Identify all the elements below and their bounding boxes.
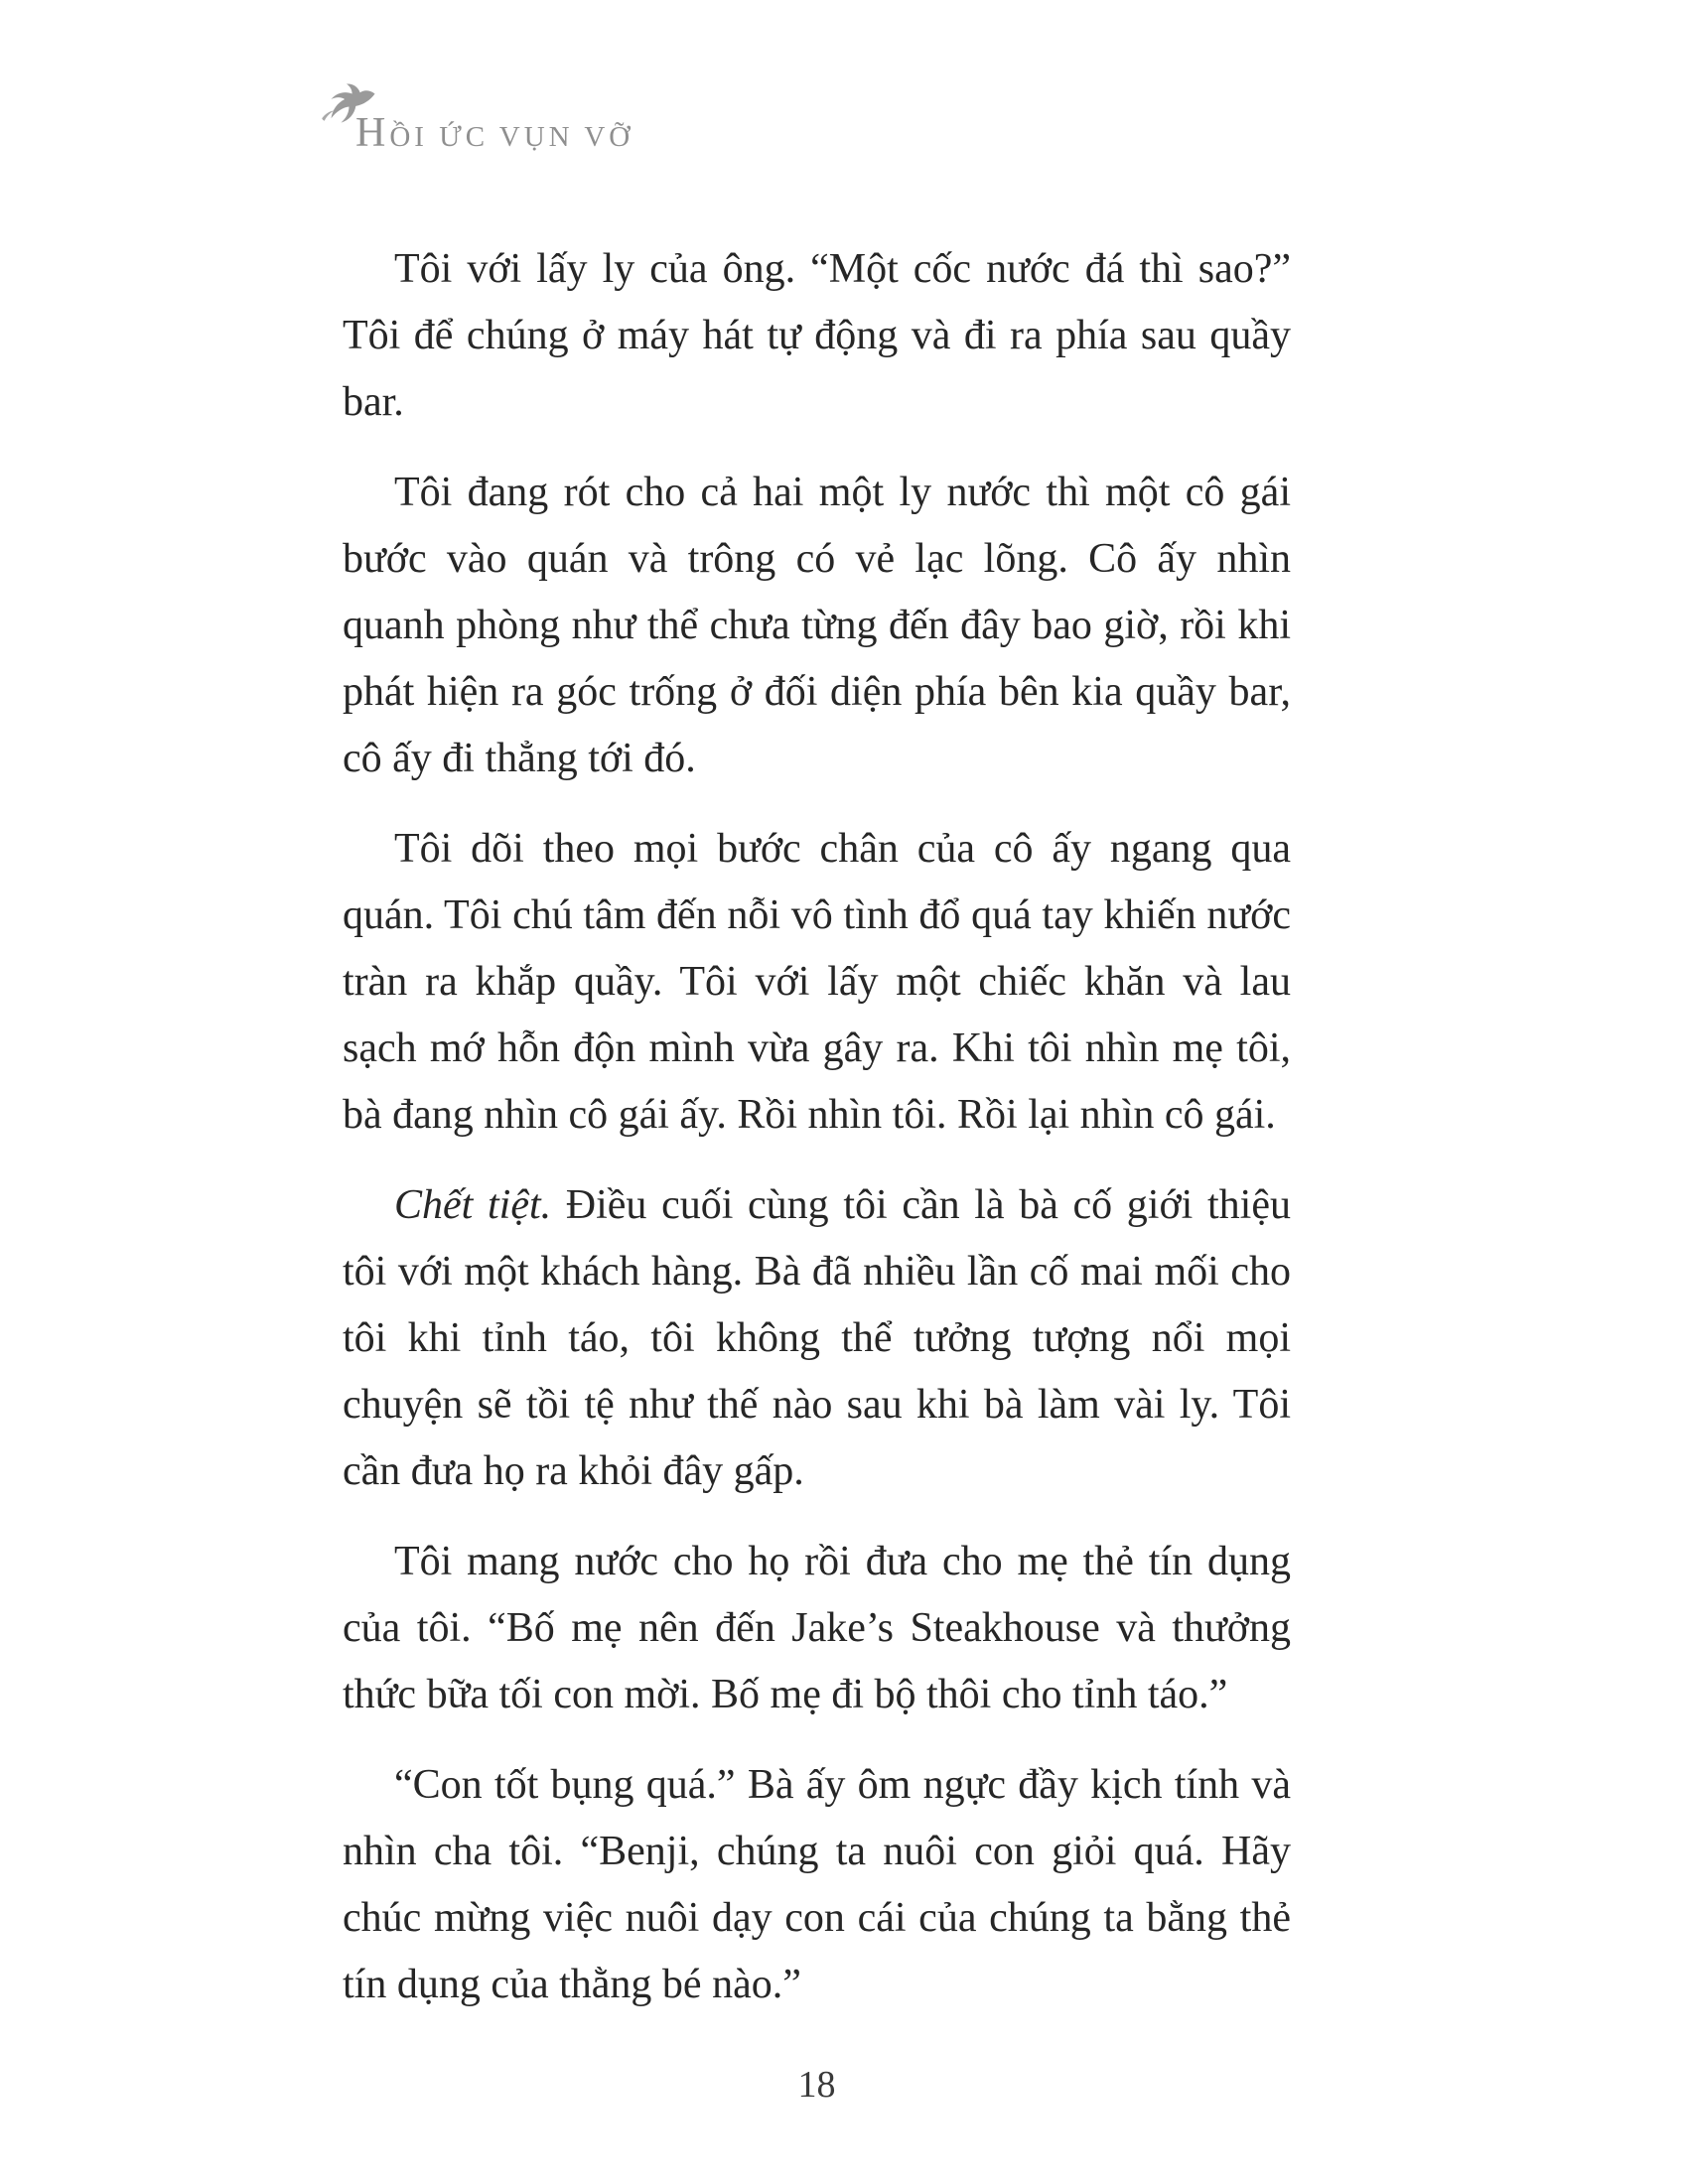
running-header-title: HỒI ỨC VỤN VỠ xyxy=(355,110,634,156)
paragraph xyxy=(343,1172,1291,1505)
page-number: 18 xyxy=(797,2064,836,2106)
paragraph-text: Tôi với lấy ly của ông. “Một cốc nước đá thì sao?” Tôi để chúng ở máy hát tự động và đi ra phía sau quầy bar. xyxy=(343,246,1291,425)
paragraph-text: Tôi dõi theo mọi bước chân của cô ấy ngang qua quán. Tôi chú tâm đến nỗi vô tình đổ quá tay khiến nước tràn ra khắp quầy. Tôi với lấy một chiếc khăn và lau sạch mớ hỗn độn mình vừa gây ra. Khi tôi nhìn mẹ tôi, bà đang nhìn cô gái ấy. Rồi nhìn tôi. Rồi lại nhìn cô gái. xyxy=(343,826,1291,1138)
paragraph-text: Tôi đang rót cho cả hai một ly nước thì một cô gái bước vào quán và trông có vẻ lạc lõng. Cô ấy nhìn quanh phòng như thể chưa từng đến đây bao giờ, rồi khi phát hiện ra góc trống ở đối diện phía bên kia quầy bar, cô ấy đi thẳng tới đó. xyxy=(343,470,1291,781)
body-text xyxy=(343,236,1291,2042)
paragraph-text: “Con tốt bụng quá.” Bà ấy ôm ngực đầy kịch tính và nhìn cha tôi. “Benji, chúng ta nuôi con giỏi quá. Hãy chúc mừng việc nuôi dạy con cái của chúng ta bằng thẻ tín dụng của thằng bé nào.” xyxy=(343,1762,1291,2007)
paragraph xyxy=(343,236,1291,436)
paragraph-text: Tôi mang nước cho họ rồi đưa cho mẹ thẻ tín dụng của tôi. “Bố mẹ nên đến Jake’s Steakhouse và thưởng thức bữa tối con mời. Bố mẹ đi bộ thôi cho tỉnh táo.” xyxy=(343,1539,1291,1717)
paragraph xyxy=(343,1529,1291,1728)
paragraph-text: Điều cuối cùng tôi cần là bà cố giới thiệu tôi với một khách hàng. Bà đã nhiều lần cố mai mối cho tôi khi tỉnh táo, tôi không thể tưởng tượng nổi mọi chuyện sẽ tồi tệ như thế nào sau khi bà làm vài ly. Tôi cần đưa họ ra khỏi đây gấp. xyxy=(343,1182,1291,1494)
paragraph-italic-lead: Chết tiệt. xyxy=(394,1182,552,1228)
paragraph xyxy=(343,460,1291,792)
paragraph xyxy=(343,1752,1291,2018)
paragraph xyxy=(343,816,1291,1149)
